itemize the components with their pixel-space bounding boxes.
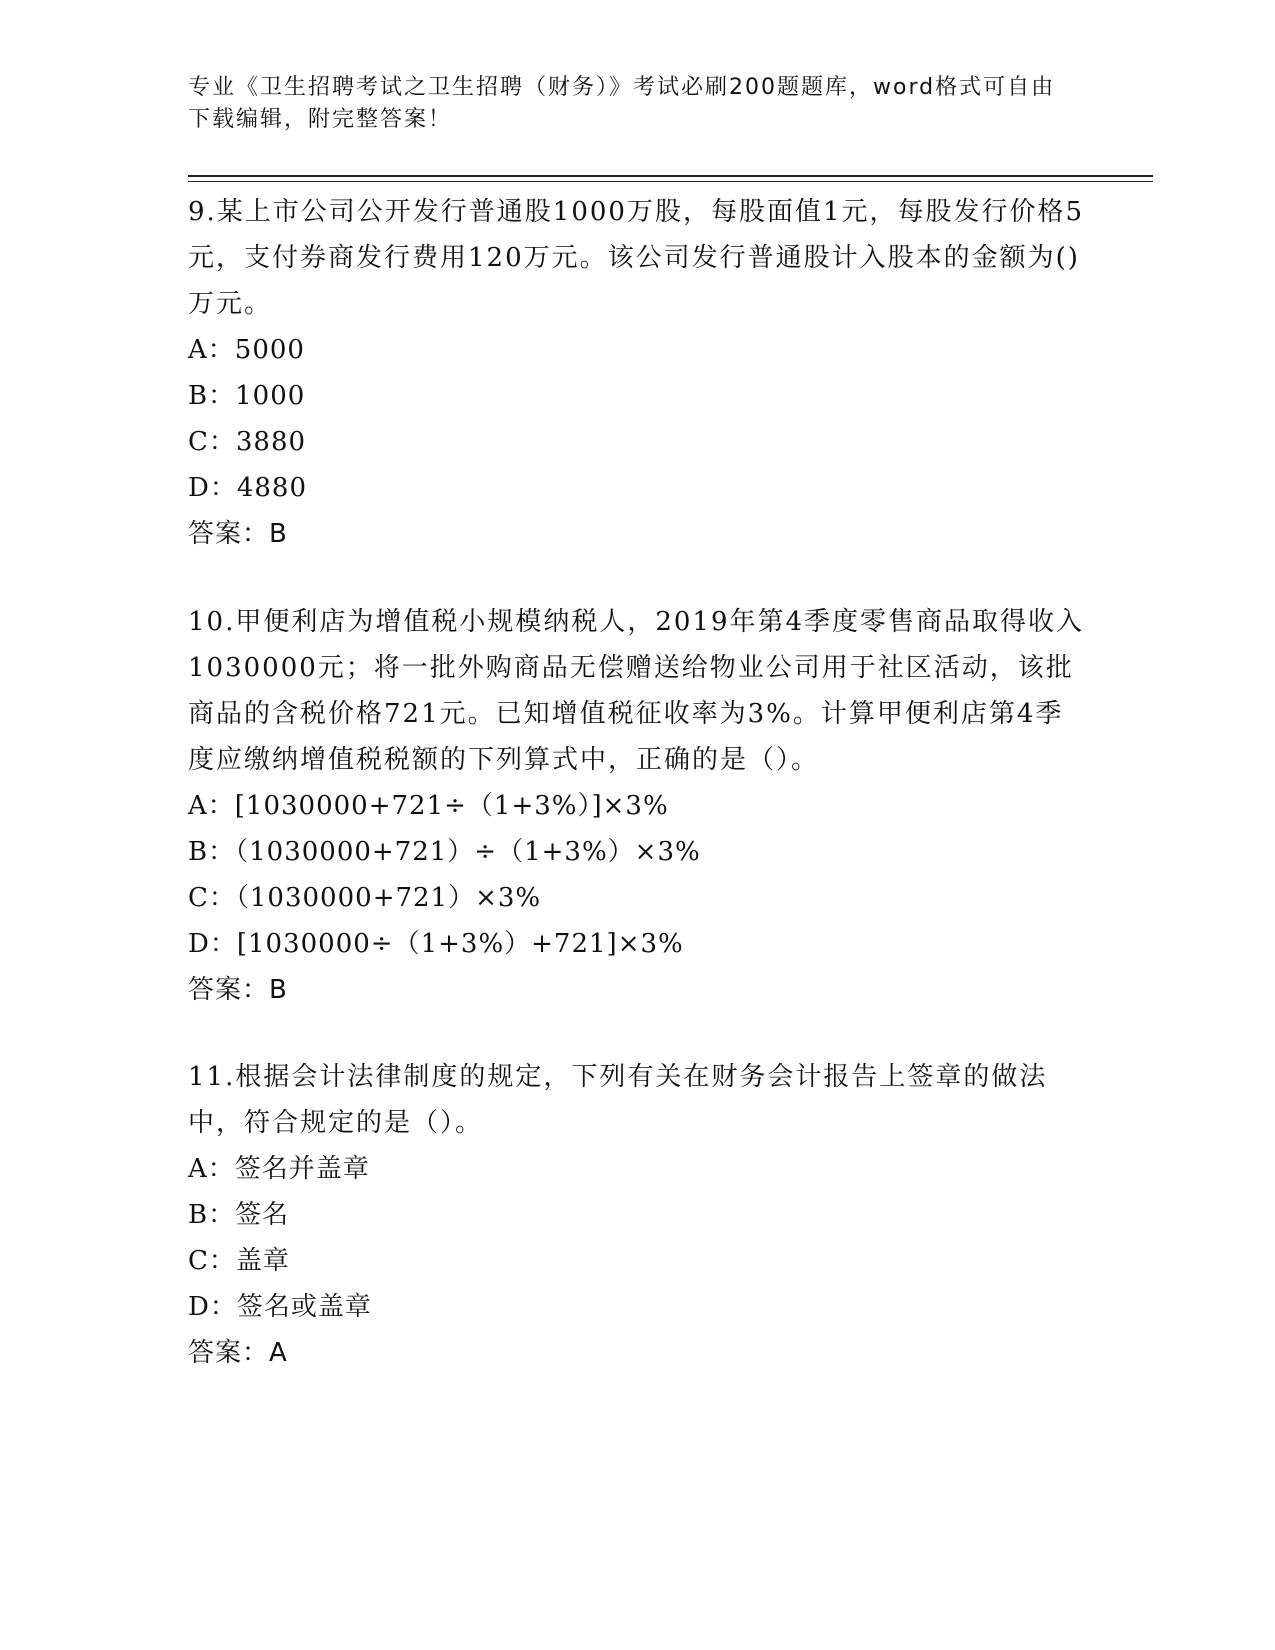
option-b: B：（1030000+721）÷（1+3%）×3% <box>188 837 701 867</box>
option-d: D：[1030000÷（1+3%）+721]×3% <box>188 929 684 959</box>
option-c: C：盖章 <box>188 1246 290 1276</box>
question-11 <box>188 1054 1088 1376</box>
option-d: D：签名或盖章 <box>188 1292 372 1322</box>
answer: 答案：B <box>188 519 288 549</box>
option-a: A：签名并盖章 <box>188 1154 370 1184</box>
option-b: B：签名 <box>188 1200 290 1230</box>
option-a: A：[1030000+721÷（1+3%）]×3% <box>188 791 669 821</box>
header-rule-thin <box>188 181 1153 182</box>
option-c: C：3880 <box>188 427 307 457</box>
option-c: C：（1030000+721）×3% <box>188 883 542 913</box>
answer: 答案：B <box>188 975 288 1005</box>
question-text: 10.甲便利店为增值税小规模纳税人，2019年第4季度零售商品取得收入1030000元；将一批外购商品无偿赠送给物业公司用于社区活动，该批商品的含税价格721元。已知增值税征收率为3%。计算甲便利店第4季度应缴纳增值税税额的下列算式中，正确的是（）。 <box>188 607 1085 775</box>
option-a: A：5000 <box>188 335 305 365</box>
option-b: B：1000 <box>188 381 306 411</box>
question-text: 11.根据会计法律制度的规定，下列有关在财务会计报告上签章的做法中，符合规定的是（）。 <box>188 1062 1048 1138</box>
question-text: 9.某上市公司公开发行普通股1000万股，每股面值1元，每股发行价格5元，支付券商发行费用120万元。该公司发行普通股计入股本的金额为()万元。 <box>188 197 1085 319</box>
answer: 答案：A <box>188 1338 288 1368</box>
question-9 <box>188 189 1088 557</box>
question-10 <box>188 599 1088 1013</box>
document-header: 专业《卫生招聘考试之卫生招聘（财务）》考试必刷200题题库，word格式可自由下载编辑，附完整答案！ <box>188 75 1056 132</box>
option-d: D：4880 <box>188 473 308 503</box>
header-rule-thick <box>188 175 1153 177</box>
